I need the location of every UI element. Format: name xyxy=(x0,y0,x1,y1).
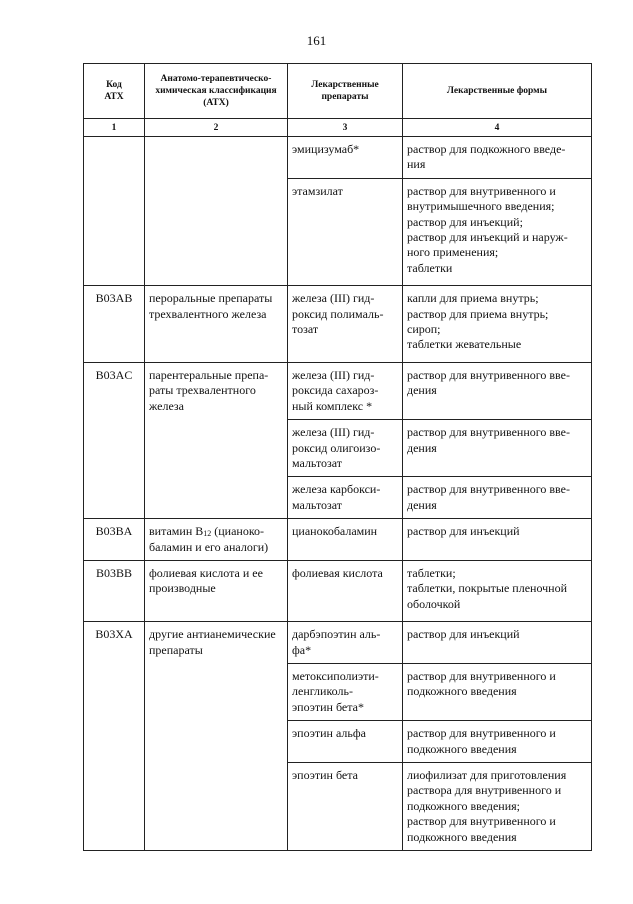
forms-cell: лиофилизат для приготовления раствора для внутривенного и подкожного введения; раствор для внутривенного и подкожного введения xyxy=(403,763,592,851)
column-numbers-row xyxy=(84,119,592,137)
table-row xyxy=(84,362,592,419)
forms-cell: раствор для внутривенного вве- дения xyxy=(403,477,592,519)
classification-cell: пероральные препараты трехвалентного железа xyxy=(145,286,288,363)
classification-cell xyxy=(145,137,288,286)
forms-cell: раствор для внутривенного вве- дения xyxy=(403,420,592,477)
drug-cell: эпоэтин альфа xyxy=(288,721,403,763)
header-code: Код АТХ xyxy=(84,64,145,119)
table-row xyxy=(84,137,592,179)
forms-cell: таблетки; таблетки, покрытые пленочной оболочкой xyxy=(403,560,592,621)
classification-cell: фолиевая кислота и ее производные xyxy=(145,560,288,621)
atx-table xyxy=(83,63,592,851)
header-row xyxy=(84,64,592,119)
forms-cell: капли для приема внутрь; раствор для приема внутрь; сироп; таблетки жевательные xyxy=(403,286,592,363)
drug-cell: этамзилат xyxy=(288,178,403,285)
drug-cell: железа карбокси- мальтозат xyxy=(288,477,403,519)
drug-cell: железа (III) гид- роксида сахароз- ный комплекс * xyxy=(288,362,403,419)
header-drugs: Лекарственные препараты xyxy=(288,64,403,119)
column-number: 3 xyxy=(288,119,403,137)
forms-cell: раствор для инъекций xyxy=(403,622,592,664)
drug-cell: эмицизумаб* xyxy=(288,137,403,179)
drug-cell: железа (III) гид- роксид полималь- тозат xyxy=(288,286,403,363)
column-number: 1 xyxy=(84,119,145,137)
page-number: 161 xyxy=(306,33,327,48)
drug-cell: дарбэпоэтин аль- фа* xyxy=(288,622,403,664)
table-row xyxy=(84,286,592,363)
forms-cell: раствор для внутривенного и внутримышечного введения; раствор для инъекций; раствор для инъекций и наруж- ного применения; таблетки xyxy=(403,178,592,285)
forms-cell: раствор для подкожного введе- ния xyxy=(403,137,592,179)
atx-code-cell: B03BA xyxy=(84,519,145,561)
drug-cell: железа (III) гид- роксид олигоизо- мальтозат xyxy=(288,420,403,477)
header-classification: Анатомо-терапевтическо- химическая классификация (АТХ) xyxy=(145,64,288,119)
column-number: 4 xyxy=(403,119,592,137)
atx-code-cell: B03AC xyxy=(84,362,145,518)
drug-cell: цианокобаламин xyxy=(288,519,403,561)
drug-cell: метоксиполиэти- ленгликоль- эпоэтин бета* xyxy=(288,663,403,720)
column-number: 2 xyxy=(145,119,288,137)
atx-code-cell xyxy=(84,137,145,286)
drug-cell: фолиевая кислота xyxy=(288,560,403,621)
classification-cell: витамин $B_{12}$ (цианоко- баламин и его аналоги) xyxy=(145,519,288,561)
forms-cell: раствор для инъекций xyxy=(403,519,592,561)
atx-code-cell: B03BB xyxy=(84,560,145,621)
forms-cell: раствор для внутривенного и подкожного введения xyxy=(403,721,592,763)
forms-cell: раствор для внутривенного и подкожного введения xyxy=(403,663,592,720)
forms-cell: раствор для внутривенного вве- дения xyxy=(403,362,592,419)
classification-cell: другие антианемические препараты xyxy=(145,622,288,851)
header-forms: Лекарственные формы xyxy=(403,64,592,119)
drug-cell: эпоэтин бета xyxy=(288,763,403,851)
classification-cell: парентеральные препа- раты трехвалентного железа xyxy=(145,362,288,518)
atx-code-cell: B03XA xyxy=(84,622,145,851)
atx-code-cell: B03AB xyxy=(84,286,145,363)
table-row xyxy=(84,560,592,621)
table-row xyxy=(84,622,592,664)
table-row xyxy=(84,519,592,561)
